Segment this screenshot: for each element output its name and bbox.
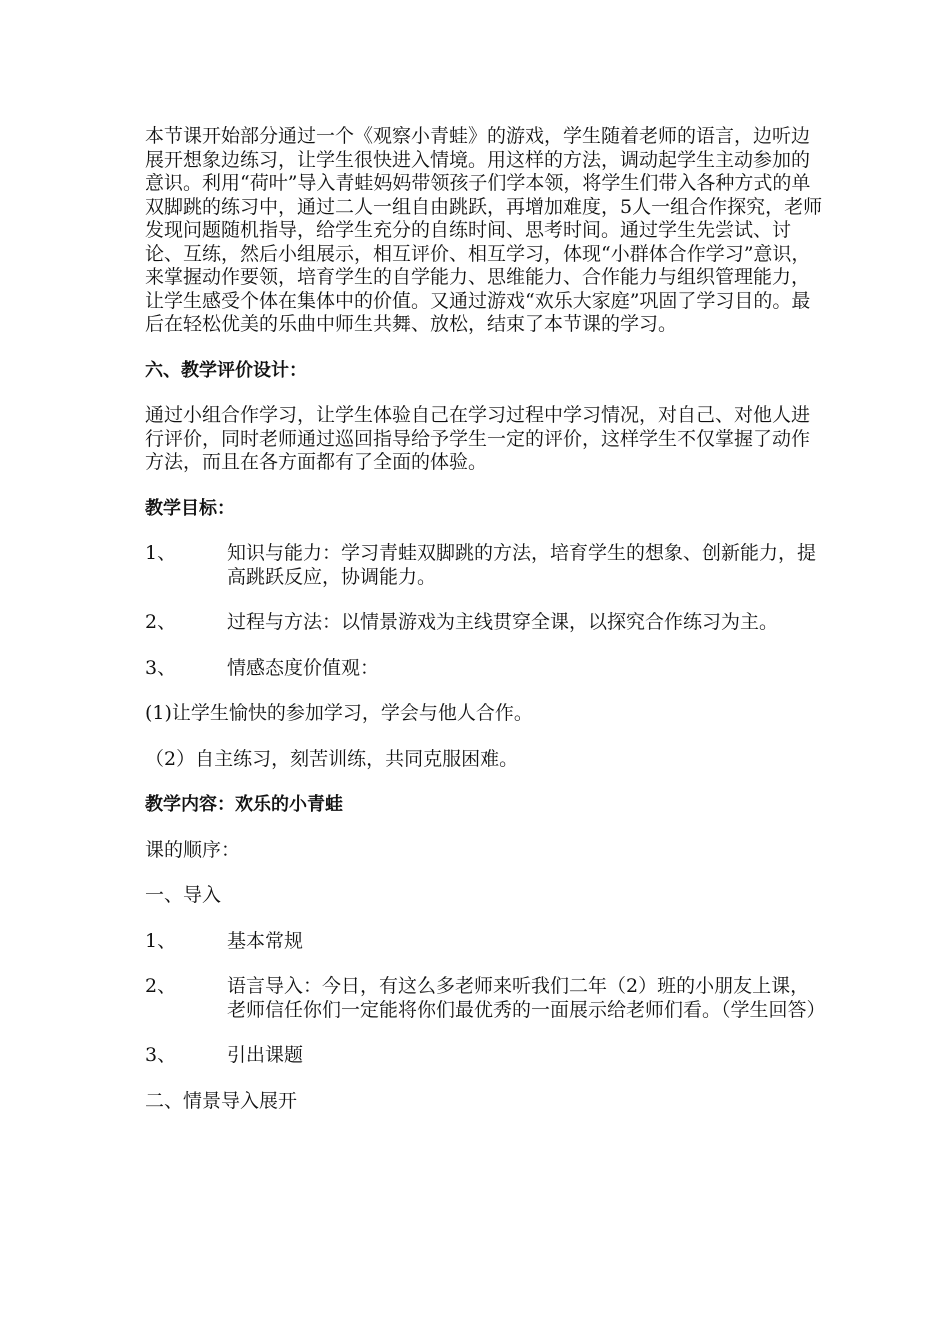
goal-text: 情感态度价值观： [227, 656, 380, 679]
step-item [145, 1044, 825, 1068]
intro-paragraph: 本节课开始部分通过一个《观察小青蛙》的游戏，学生随着老师的语言，边听边展开想象边练习，让学生很快进入情境。用这样的方法，调动起学生主动参加的意识。利用“荷叶”导入青蛙妈妈带领孩子们学本领，将学生们带入各种方式的单双脚跳的练习中，通过二人一组自由跳跃，再增加难度，5人一组合作探究，老师发现问题随机指导，给学生充分的自练时间、思考时间。通过学生先尝试、讨论、互练，然后小组展示，相互评价、相互学习，体现“小群体合作学习”意识，来掌握动作要领，培育学生的自学能力、思维能力、合作能力与组织管理能力，让学生感受个体在集体中的价值。又通过游戏“欢乐大家庭”巩固了学习目的。最后在轻松优美的乐曲中师生共舞、放松，结束了本节课的学习。 [145, 125, 823, 335]
goal-item [145, 542, 825, 589]
goal-number: 3、 [145, 656, 177, 679]
step-number: 2、 [145, 975, 177, 997]
step-number: 1、 [145, 929, 177, 952]
step-item [145, 975, 825, 1022]
goal-item [145, 611, 825, 635]
goal-text: 知识与能力：学习青蛙双脚跳的方法，培育学生的想象、创新能力，提高跳跃反应，协调能力。 [227, 542, 817, 588]
document-page [145, 125, 825, 1113]
goal-item [145, 657, 825, 681]
section-heading-content: 教学内容：欢乐的小青蛙 [145, 794, 343, 815]
step-item [145, 930, 825, 954]
order-title: 课的顺序： [145, 838, 241, 861]
goal-number: 2、 [145, 611, 177, 633]
step-text: 基本常规 [227, 929, 304, 952]
section-heading-evaluation: 六、教学评价设计： [145, 359, 307, 381]
goal-text: 过程与方法：以情景游戏为主线贯穿全课，以探究合作练习为主。 [227, 611, 779, 633]
section-heading-goals: 教学目标： [145, 497, 235, 519]
step-text: 引出课题 [227, 1044, 304, 1066]
goal-number: 1、 [145, 542, 177, 564]
attitude-point-1: (1)让学生愉快的参加学习，学会与他人合作。 [145, 702, 533, 724]
evaluation-paragraph: 通过小组合作学习，让学生体验自己在学习过程中学习情况，对自己、对他人进行评价，同时老师通过巡回指导给予学生一定的评价，这样学生不仅掌握了动作方法，而且在各方面都有了全面的体验。 [145, 404, 811, 473]
step-text: 语言导入：今日，有这么多老师来听我们二年（2）班的小朋友上课，老师信任你们一定能将你们最优秀的一面展示给老师们看。（学生回答） [227, 975, 826, 1021]
part2-title: 二、情景导入展开 [145, 1089, 298, 1112]
part1-title: 一、导入 [145, 884, 222, 906]
step-number: 3、 [145, 1044, 177, 1066]
attitude-point-2: （2）自主练习，刻苦训练，共同克服困难。 [145, 747, 519, 770]
